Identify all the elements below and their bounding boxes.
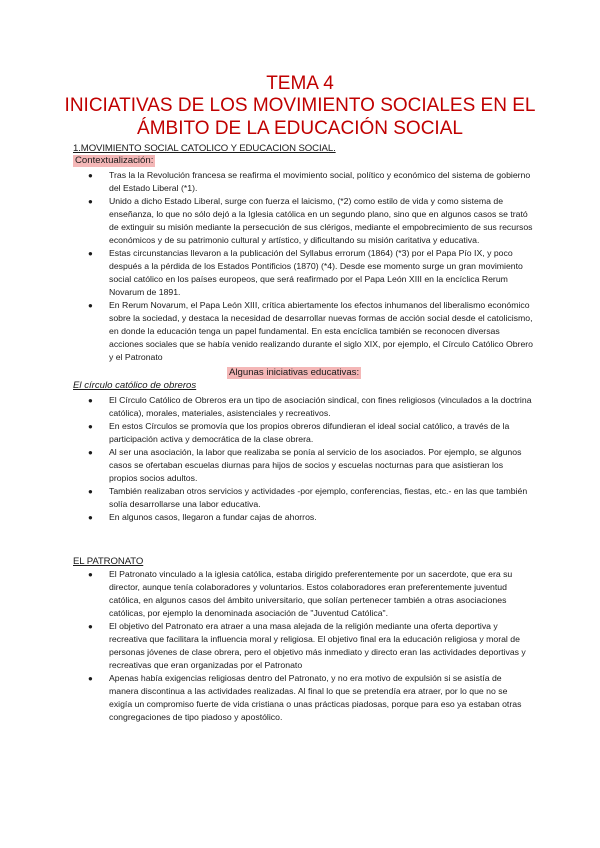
list-item: ● También realizaban otros servicios y actividades -por ejemplo, conferencias, fiestas, etc.- en las que también solía desarrollarse una labor educativa. — [88, 486, 528, 509]
bullet-icon: ● — [88, 301, 93, 310]
list-item: ● En Rerum Novarum, el Papa León XIII, crítica abiertamente los efectos inhumanos del liberalismo económico sobre la sociedad, y destaca la necesidad de desarrollar nuevas formas de acción social desde el catolicismo, en donde la educación tenga un papel fundamental. En esta encíclica también se reconocen diversas acciones sociales que se había venido realizando durante el siglo XIX, por ejemplo, el Círculo Católico Obrero y el Patronato — [88, 300, 533, 362]
section-heading: 1.MOVIMIENTO SOCIAL CATOLICO Y EDUCACION SOCIAL. — [73, 143, 336, 154]
bullet-icon: ● — [88, 570, 93, 579]
list-item: ● Estas circunstancias llevaron a la publicación del Syllabus errorum (1864) (*3) por el Papa Pío IX, y poco después a la pérdida de los Estados Pontificios (1870) (*4). Desde ese momento surge un gran movimiento social católico en los países europeos, que será reafirmado por el Papa León XIII en la encíclica Rerum Novarum de 1891. — [88, 248, 523, 297]
list-item: ● El objetivo del Patronato era atraer a una masa alejada de la religión mediante una oferta deportiva y recreativa que facilitara la influencia moral y religiosa. El objetivo final era la educación religiosa y moral de personas jóvenes de clase obrera, pero el objetivo más inmediato y directo eran las actividades deportivas y recreativas que eran organizadas por el Patronato — [88, 621, 526, 670]
list-item: ● Tras la la Revolución francesa se reafirma el movimiento social, político y económico del sistema de gobierno del Estado Liberal (*1). — [88, 170, 531, 193]
list-item: ● En estos Círculos se promovía que los propios obreros difundieran el ideal social católico, a través de la participación activa y democrática de la clase obrera. — [88, 421, 510, 444]
bullet-icon: ● — [88, 513, 93, 522]
list-item: ● Unido a dicho Estado Liberal, surge con fuerza el laicismo, (*2) como estilo de vida y como sistema de enseñanza, lo que no sólo dejó a la Iglesia católica en un segundo plano, sino que en algunos casos se trató de extinguir su misión mediante la persecución de sus clérigos, mediante el empobrecimiento de sus recursos económicos y de su patrimonio cultural y artístico, y dificultando su misión caritativa y educativa. — [88, 196, 533, 245]
list-item: ● Al ser una asociación, la labor que realizaba se ponía al servicio de los asociados. Por ejemplo, se algunos casos se ofertaban escuelas diurnas para hijos de socios y escuelas nocturnas para que asistieran los propios socios adultos. — [88, 447, 522, 483]
context-label: Contextualización: — [75, 155, 154, 166]
patronato-heading: EL PATRONATO — [73, 556, 144, 567]
bullet-icon: ● — [88, 396, 93, 405]
bullet-icon: ● — [88, 422, 93, 431]
bullet-icon: ● — [88, 622, 93, 631]
bullet-icon: ● — [88, 674, 93, 683]
doc-title-line-3: ÁMBITO DE LA EDUCACIÓN SOCIAL — [137, 118, 463, 139]
list-item: ● El Patronato vinculado a la iglesia católica, estaba dirigido preferentemente por un sacerdote, que era su director, aunque tenía colaboradores y voluntarios. Estos colaboradores eran preferentemente juventud católica, en algunos casos del ámbito universitario, que solían pertenecer también a otras asociaciones católicas, por ejemplo la denominada asociación de "Juventud Católica". — [88, 569, 513, 618]
bullet-icon: ● — [88, 197, 93, 206]
circulo-list — [73, 394, 533, 524]
list-item: ● En algunos casos, llegaron a fundar cajas de ahorros. — [88, 512, 317, 522]
list-item: ● El Círculo Católico de Obreros era un tipo de asociación sindical, con fines religiosos (vinculados a la doctrina católica), morales, materiales, asistenciales y recreativos. — [88, 395, 532, 418]
bullet-icon: ● — [88, 171, 93, 180]
circulo-heading: El círculo católico de obreros — [73, 380, 197, 391]
list-item: ● Apenas había exigencias religiosas dentro del Patronato, y no era motivo de expulsión si se asistía de manera discontinua a las actividades realizadas. Al final lo que se pretendía era atraer, por lo que no se exigía un compromiso fuerte de vida cristiana o unas prácticas piadosas, porque para eso ya estaban otras congregaciones de tipo piadoso y apostólico. — [88, 673, 522, 722]
bullet-icon: ● — [88, 487, 93, 496]
doc-title-line-2: INICIATIVAS DE LOS MOVIMIENTO SOCIALES EN EL — [64, 95, 536, 116]
bullet-icon: ● — [88, 249, 93, 258]
doc-title-line-1: TEMA 4 — [266, 73, 334, 94]
context-list — [73, 169, 533, 364]
bullet-icon: ● — [88, 448, 93, 457]
initiatives-label: Algunas iniciativas educativas: — [229, 367, 360, 378]
patronato-list — [73, 568, 533, 724]
